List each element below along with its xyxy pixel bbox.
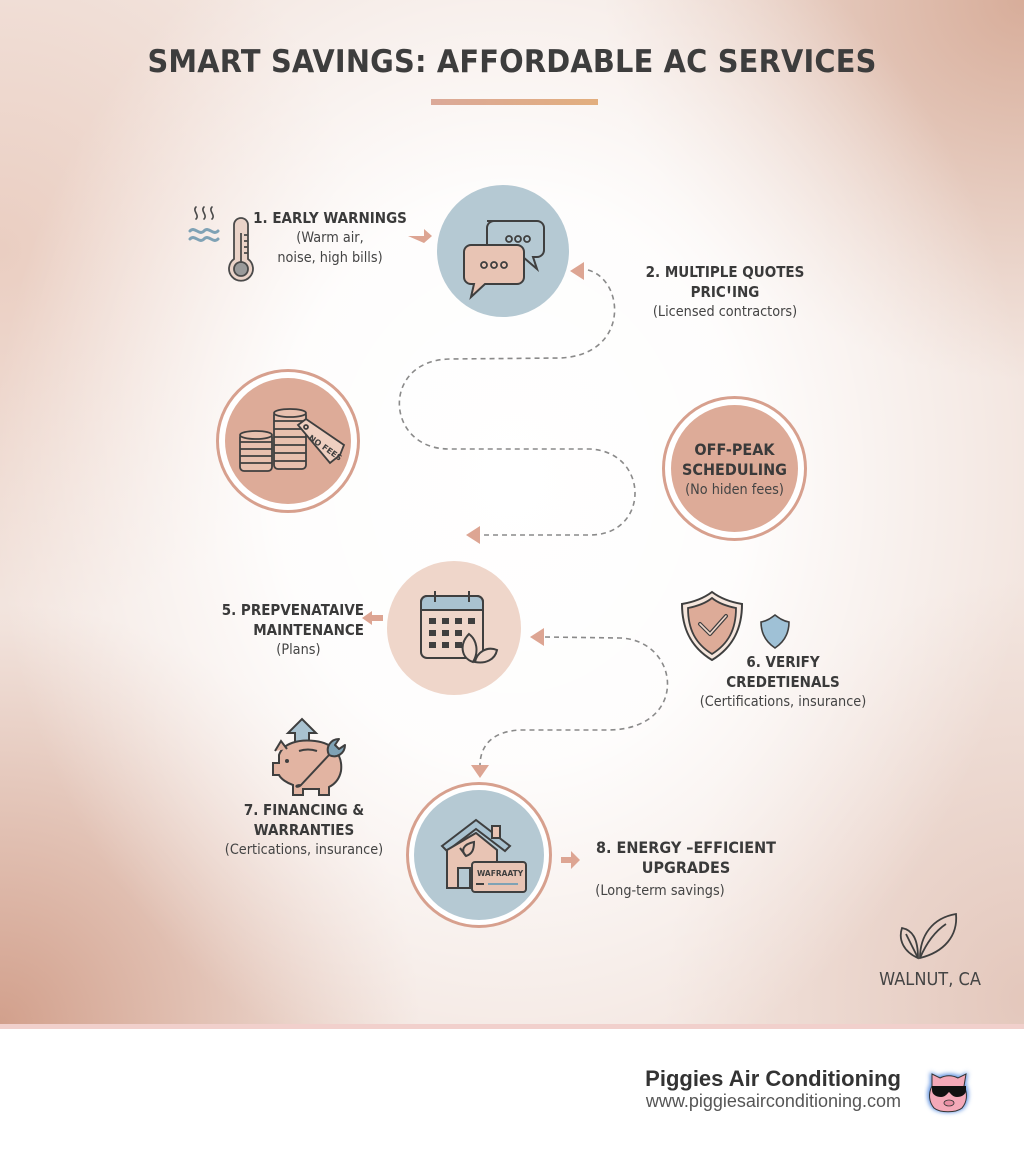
coins-no-fees-icon [236, 405, 346, 477]
location-label [870, 970, 990, 990]
arrow-right-icon [561, 851, 580, 869]
step-8-label [586, 838, 786, 878]
brand-name: Piggies Air Conditioning [645, 1066, 901, 1091]
pig-sunglasses-logo [924, 1062, 974, 1118]
step-6-label [688, 652, 878, 712]
step-4-heading-line-1: OFF-PEAK [694, 440, 775, 459]
location-text: WALNUT, CA [879, 969, 981, 990]
step-2-heading-line-2: PRICꞋING [690, 283, 760, 301]
step-8-sub: (Long-term savings) [595, 883, 725, 899]
arrow-left-icon [466, 526, 480, 544]
page-title: SMART SAVINGS: AFFORDABLE AC SERVICES [147, 44, 877, 80]
piggy-bank-wrench-icon [265, 715, 355, 797]
step-1-sub-line-1: (Warm air, [296, 230, 364, 246]
svg-text:NO FEES: NO FEES [306, 433, 344, 463]
arrow-left-icon [362, 611, 383, 625]
arrow-left-icon [570, 262, 584, 280]
house-warranty-icon [432, 818, 528, 894]
step-2-label [630, 262, 820, 322]
arrow-down-icon [471, 765, 489, 778]
step-5-heading-line-2: MAINTENANCE [253, 621, 364, 639]
svg-text:WAFRAATY: WAFRAATY [477, 869, 524, 878]
step-2-heading-line-1: 2. MULTIPLE QUOTES [645, 263, 805, 281]
step-1-label [240, 208, 420, 268]
step-8-sub-wrap [580, 881, 740, 901]
step-7-label [198, 800, 410, 860]
step-1-sub-line-2: noise, high bills) [277, 250, 383, 266]
calendar-leaf-icon [417, 590, 507, 670]
step-7-heading: 7. FINANCING & WARRANTIES [243, 801, 365, 839]
leaf-icon [898, 910, 960, 962]
chat-bubbles-icon [459, 215, 549, 305]
step-6-sub: (Certifications, insurance) [699, 694, 867, 710]
step-5-sub: (Plans) [276, 642, 321, 658]
step-4-heading-line-2: SCHEDULING [682, 460, 787, 479]
step-6-heading: 6. VERIFY CREDETIENALS [726, 653, 840, 691]
step-4-sub: (No hiden fees) [685, 482, 784, 498]
step-1-heading: 1. EARLY WARNINGS [253, 209, 407, 227]
step-5-heading-line-1: 5. PREPVENATAIVE [221, 601, 364, 619]
step-8-heading-line-1: 8. ENERGY –EFFICIENT [596, 838, 776, 857]
step-2-sub: (Licensed contractors) [652, 304, 798, 320]
step-4-label [671, 440, 798, 500]
brand-url[interactable]: www.piggiesairconditioning.com [645, 1091, 901, 1111]
step-7-sub: (Certications, insurance) [224, 842, 384, 858]
step-5-label [196, 600, 364, 660]
arrow-left-icon [530, 628, 544, 646]
step-8-heading-line-2: UPGRADES [641, 858, 731, 877]
